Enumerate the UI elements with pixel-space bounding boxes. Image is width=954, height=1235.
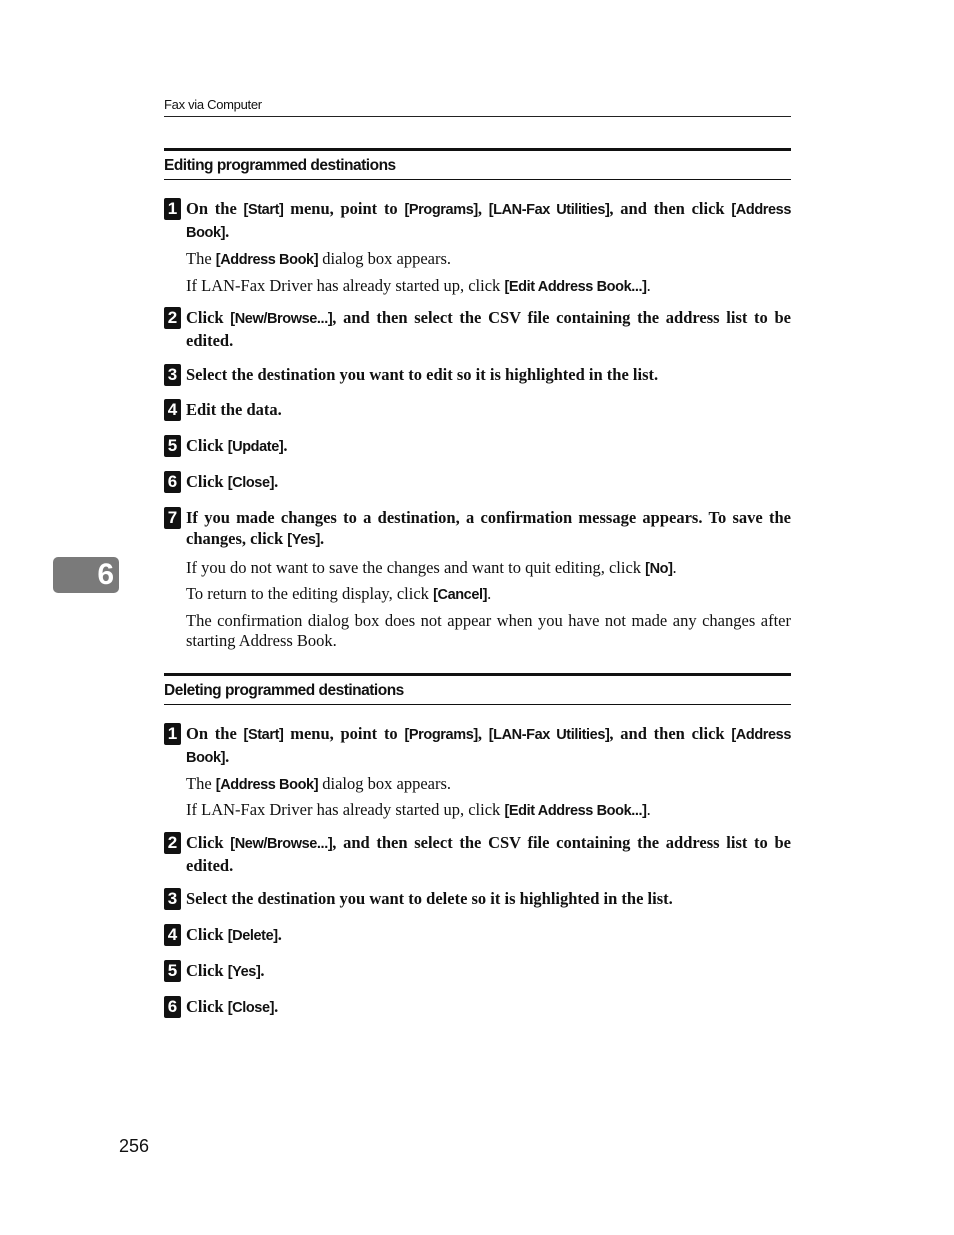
edit-note-no: If you do not want to save the changes and want to quit editing, click [No]. xyxy=(186,558,677,577)
step-instruction: Edit the data. xyxy=(186,400,282,419)
step-instruction: On the [Start] menu, point to [Programs], [LAN-Fax Utilities], and then click [Address Book]. xyxy=(186,199,792,241)
ui-label-address-book: [Address Book] xyxy=(186,202,792,241)
step-instruction: Select the destination you want to edit so it is highlighted in the list. xyxy=(186,365,659,384)
delete-step-3 xyxy=(164,888,791,909)
edit-note-confirmation: The confirmation dialog box does not appear when you have not made any changes after starting Address Book. xyxy=(186,611,791,650)
delete-note-driver-started: If LAN-Fax Driver has already started up, click [Edit Address Book...]. xyxy=(186,800,651,819)
delete-step-6 xyxy=(164,996,791,1019)
step-number-badge: 2 xyxy=(164,832,181,854)
step-instruction: Click [New/Browse...], and then select the CSV file containing the address list to be edited. xyxy=(186,308,791,350)
step-number-badge: 3 xyxy=(164,364,181,386)
step-number-badge: 6 xyxy=(164,471,181,493)
delete-step-1 xyxy=(164,723,791,769)
step-instruction: Click [Update]. xyxy=(186,436,288,455)
edit-step-4 xyxy=(164,399,791,420)
ui-label-start: [Start] xyxy=(243,202,284,218)
running-title: Fax via Computer xyxy=(164,97,262,112)
step-number-badge: 1 xyxy=(164,723,181,745)
step-number-badge: 6 xyxy=(164,996,181,1018)
edit-note-driver-started: If LAN-Fax Driver has already started up, click [Edit Address Book...]. xyxy=(186,276,651,295)
section-title-editing xyxy=(164,148,791,180)
ui-label-lan-fax-utilities: [LAN-Fax Utilities] xyxy=(488,202,610,218)
step-instruction: On the [Start] menu, point to [Programs], [LAN-Fax Utilities], and then click [Address Book]. xyxy=(186,724,792,766)
page-number: 256 xyxy=(119,1136,150,1156)
step-number-badge: 3 xyxy=(164,888,181,910)
step-number-badge: 4 xyxy=(164,924,181,946)
section-heading: Deleting programmed destinations xyxy=(164,682,404,699)
step-number-badge: 1 xyxy=(164,198,181,220)
step-number-badge: 7 xyxy=(164,507,181,529)
step-instruction: Click [Close]. xyxy=(186,997,279,1016)
chapter-number: 6 xyxy=(97,558,114,591)
delete-step-5 xyxy=(164,960,791,983)
step-instruction: Click [Delete]. xyxy=(186,925,282,944)
delete-step-2 xyxy=(164,832,791,876)
edit-step-6 xyxy=(164,471,791,494)
step-instruction: If you made changes to a destination, a confirmation message appears. To save the changes, click [Yes]. xyxy=(186,508,791,548)
delete-note-dialog-appears: The [Address Book] dialog box appears. xyxy=(186,774,452,793)
chapter-tab xyxy=(53,557,119,593)
ui-label-programs: [Programs] xyxy=(404,202,478,218)
edit-step-5 xyxy=(164,435,791,458)
step-instruction: Select the destination you want to delete so it is highlighted in the list. xyxy=(186,889,673,908)
edit-note-cancel: To return to the editing display, click [Cancel]. xyxy=(186,584,492,603)
edit-step-7 xyxy=(164,507,791,551)
edit-step-1 xyxy=(164,198,791,244)
edit-step-3 xyxy=(164,364,791,385)
step-number-badge: 5 xyxy=(164,960,181,982)
edit-note-dialog-appears: The [Address Book] dialog box appears. xyxy=(186,249,452,268)
edit-step-2 xyxy=(164,307,791,351)
section-title-deleting xyxy=(164,673,791,705)
step-instruction: Click [Yes]. xyxy=(186,961,265,980)
step-instruction: Click [Close]. xyxy=(186,472,279,491)
section-heading: Editing programmed destinations xyxy=(164,157,396,174)
step-number-badge: 5 xyxy=(164,435,181,457)
step-number-badge: 4 xyxy=(164,399,181,421)
step-number-badge: 2 xyxy=(164,307,181,329)
running-header xyxy=(164,96,791,117)
step-instruction: Click [New/Browse...], and then select the CSV file containing the address list to be edited. xyxy=(186,833,791,875)
delete-step-4 xyxy=(164,924,791,947)
